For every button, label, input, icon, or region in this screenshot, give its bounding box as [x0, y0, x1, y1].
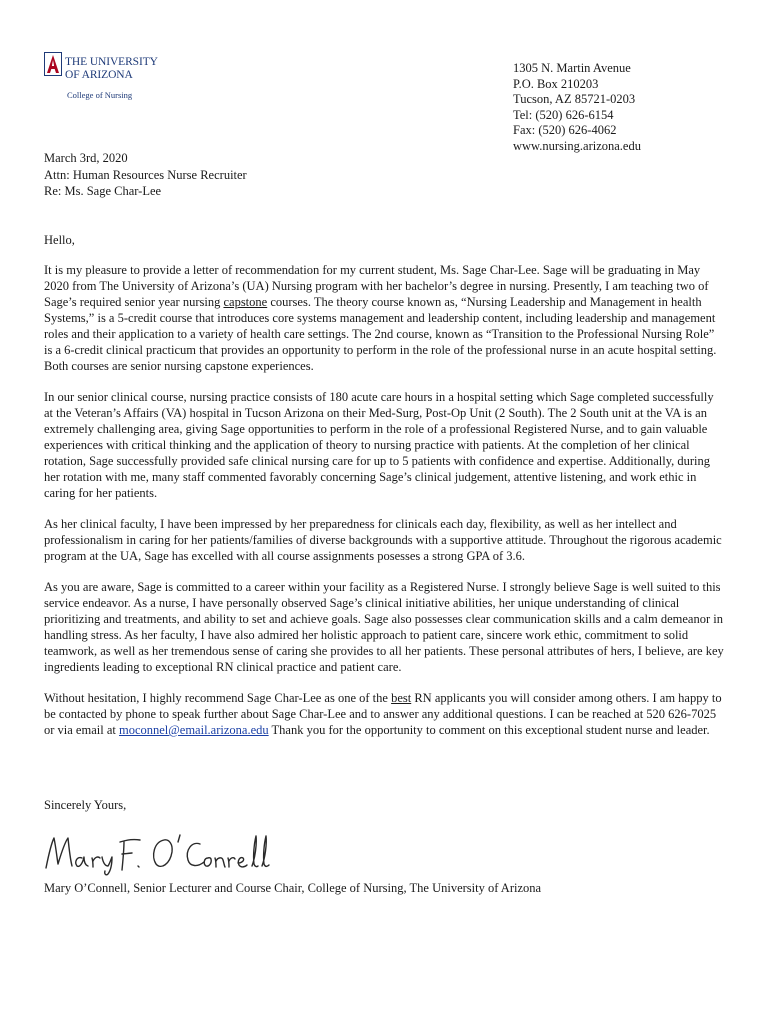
underlined-best: best — [391, 691, 412, 705]
address-po-box: P.O. Box 210203 — [513, 76, 599, 91]
letter-date: March 3rd, 2020 — [44, 151, 128, 165]
university-name-line1: THE UNIVERSITY — [65, 56, 158, 68]
university-name-line2: OF ARIZONA — [65, 69, 133, 81]
university-a-logo-icon — [44, 52, 62, 76]
college-name: College of Nursing — [67, 90, 133, 100]
handwritten-signature — [42, 830, 272, 876]
letter-header — [44, 150, 247, 200]
email-link[interactable]: moconnel@email.arizona.edu — [118, 723, 269, 737]
paragraph-1 — [44, 262, 724, 374]
letter-re: Re: Ms. Sage Char-Lee — [44, 184, 162, 198]
closing: Sincerely Yours, — [44, 798, 127, 812]
paragraph-2: In our senior clinical course, nursing practice consists of 180 acute care hours in a hospital setting which Sage completed successfully at the Veteran’s Affairs (VA) hospital in Tucson Arizona on their Med-Surg, Post-Op Unit (2 South). The 2 South unit at the VA is an extremely challenging area, giving Sage opportunities to perform in the role of a professional Registered Nurse, and to gain valuable experiences with critical thinking and the application of theory to nursing practice with patients. At the completion of her clinical rotation, Sage successfully provided safe clinical nursing care for up to 5 patients with confidence and expertise. Additionally, during her rotation with me, many staff commented favorably concerning Sage’s clinical judgement, attentive listening, and work ethic in caring for her patients. — [44, 390, 714, 500]
paragraph-1-part-b: courses. The theory course known as, “Nursing Leadership and Management in health Systems,” is a 5-credit course that introduces core systems management and leadership content, including leadership and management roles and their application to a variety of health care settings. The 2nd course, known as “Transition to the Professional Nursing Role” is a 6-credit clinical practicum that provides an opportunity to perform in the role of the professional nurse in an acute hospital setting. Both courses are senior nursing capstone experiences. — [44, 295, 717, 373]
university-name — [65, 56, 158, 82]
address-web: www.nursing.arizona.edu — [513, 138, 641, 153]
paragraph-1-part-a: It is my pleasure to provide a letter of recommendation for my current student, Ms. Sage Char-Lee. Sage will be graduating in May 2020 from The University of Arizona’s (UA) Nursing program with her bachelor’s degree in nursing. Presently, I am teaching two of Sage’s required senior year nursing — [44, 263, 709, 309]
greeting: Hello, — [44, 233, 75, 247]
letter-body — [44, 262, 724, 753]
underlined-capstone: capstone — [223, 295, 268, 309]
university-logo — [44, 50, 194, 110]
sender-address — [513, 61, 641, 154]
letter-attn: Attn: Human Resources Nurse Recruiter — [44, 167, 247, 182]
signer-name-title: Mary O’Connell, Senior Lecturer and Course Chair, College of Nursing, The University of Arizona — [44, 881, 542, 895]
address-city: Tucson, AZ 85721-0203 — [513, 92, 636, 106]
paragraph-5-part-b: RN applicants you will consider among others. I am happy to be contacted by phone to speak further about Sage Char-Lee and to answer any additional questions. I can be reached at 520 626-7025 or via email at — [44, 691, 722, 737]
paragraph-5-part-c: Thank you for the opportunity to comment on this exceptional student nurse and leader. — [268, 723, 710, 737]
address-tel: Tel: (520) 626-6154 — [513, 107, 614, 122]
paragraph-5 — [44, 690, 724, 738]
address-street: 1305 N. Martin Avenue — [513, 61, 631, 75]
address-fax: Fax: (520) 626-4062 — [513, 123, 617, 137]
paragraph-4: As you are aware, Sage is committed to a career within your facility as a Registered Nurse. I strongly believe Sage is well suited to this service endeavor. As a nurse, I have personally observed Sage’s clinical initiative abilities, her unique understanding of clinical prioritizing and treatments, and ability to set and achieve goals. Sage also possesses clear communication skills and a calm demeanor in handling stress. As her faculty, I have also admired her holistic approach to patient care, sincere work ethic, commitment to solid teamwork, as well as her tremendous sense of caring she provides to all her patients. These personal attributes of hers, I believe, are key ingredients leading to exceptional RN clinical practice and patient care. — [44, 580, 724, 674]
paragraph-5-part-a: Without hesitation, I highly recommend Sage Char-Lee as one of the — [44, 691, 392, 705]
paragraph-3: As her clinical faculty, I have been impressed by her preparedness for clinicals each day, flexibility, as well as her intellect and professionalism in caring for her patients/families of diverse backgrounds with a supportive attitude. Throughout the rigorous academic program at the UA, Sage has excelled with all course assignments posesses a strong GPA of 3.6. — [44, 517, 722, 563]
